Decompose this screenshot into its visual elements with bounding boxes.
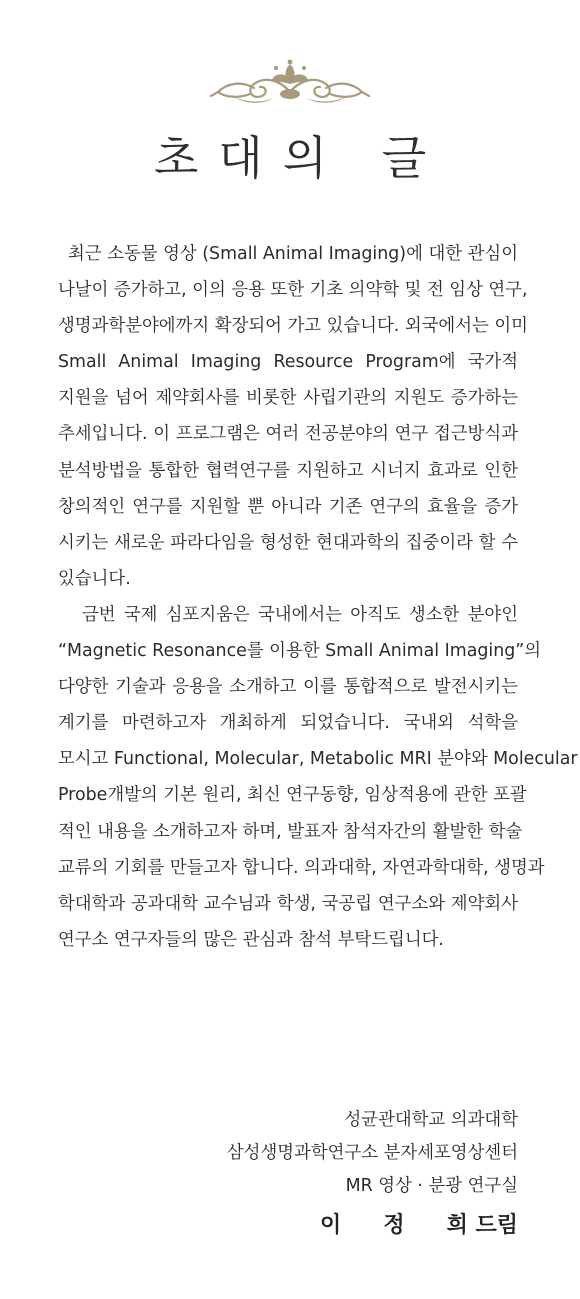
- signer-name-part: 이: [320, 1213, 342, 1238]
- text-line: 있습니다.: [58, 568, 131, 589]
- text-line: 계기를 마련하고자 개최하게 되었습니다. 국내외 석학을: [58, 713, 518, 734]
- text-line: 분석방법을 통합한 협력연구를 지원하고 시너지 효과로 인한: [58, 460, 518, 481]
- affiliation-line: 삼성생명과학연구소 분자세포영상센터: [226, 1143, 518, 1163]
- text-line: 추세입니다. 이 프로그램은 여러 전공분야의 연구 접근방식과: [58, 424, 518, 445]
- text-line: 적인 내용을 소개하고자 하며, 발표자 참석자간의 활발한 학술: [58, 821, 523, 842]
- text-line: 연구소 연구자들의 많은 관심과 참석 부탁드립니다.: [58, 929, 444, 950]
- text-line: 다양한 기술과 응용을 소개하고 이를 통합적으로 발전시키는: [58, 677, 518, 698]
- signature-block: [227, 1104, 518, 1203]
- text-line: 창의적인 연구를 지원할 뿐 아니라 기존 연구의 효율을 증가: [58, 496, 518, 517]
- text-line: 금번 국제 심포지움은 국내에서는 아직도 생소한 분야인: [82, 604, 518, 625]
- text-line: 지원을 넘어 제약회사를 비롯한 사립기관의 지원도 증가하는: [58, 388, 518, 409]
- text-line: “Magnetic Resonance를 이용한 Small Animal Imaging”의: [58, 641, 542, 662]
- text-line: 시키는 새로운 파라다임을 형성한 현대과학의 집중이라 할 수: [58, 532, 518, 553]
- invitation-body: [58, 236, 578, 958]
- text-line: Small Animal Imaging Resource Program에 국가적: [58, 352, 518, 373]
- text-line: 학대학과 공과대학 교수님과 학생, 국공립 연구소와 제약회사: [58, 893, 518, 914]
- signer-name: [320, 1208, 518, 1239]
- paragraph-1: [58, 236, 528, 597]
- text-line: 최근 소동물 영상 (Small Animal Imaging)에 대한 관심이: [68, 244, 518, 264]
- text-line: 생명과학분야에까지 확장되어 가고 있습니다. 외국에서는 이미: [58, 316, 528, 337]
- flourish-ornament-icon: [210, 58, 370, 108]
- text-line: 모시고 Functional, Molecular, Metabolic MRI 분야와 Molecular: [58, 749, 578, 770]
- text-line: Probe개발의 기본 원리, 최신 연구동향, 임상적용에 관한 포괄: [58, 785, 527, 806]
- signer-name-part: 희 드림: [446, 1213, 518, 1238]
- affiliation-line: MR 영상 · 분광 연구실: [345, 1176, 518, 1196]
- text-line: 교류의 기회를 만들고자 합니다. 의과대학, 자연과학대학, 생명과: [58, 857, 545, 878]
- text-line: 나날이 증가하고, 이의 응용 또한 기초 의약학 및 전 임상 연구,: [58, 280, 528, 301]
- signer-name-part: 정: [383, 1213, 405, 1238]
- paragraph-2: [58, 597, 578, 958]
- affiliation-line: 성균관대학교 의과대학: [344, 1110, 518, 1130]
- page-title: 초대의 글: [153, 131, 447, 185]
